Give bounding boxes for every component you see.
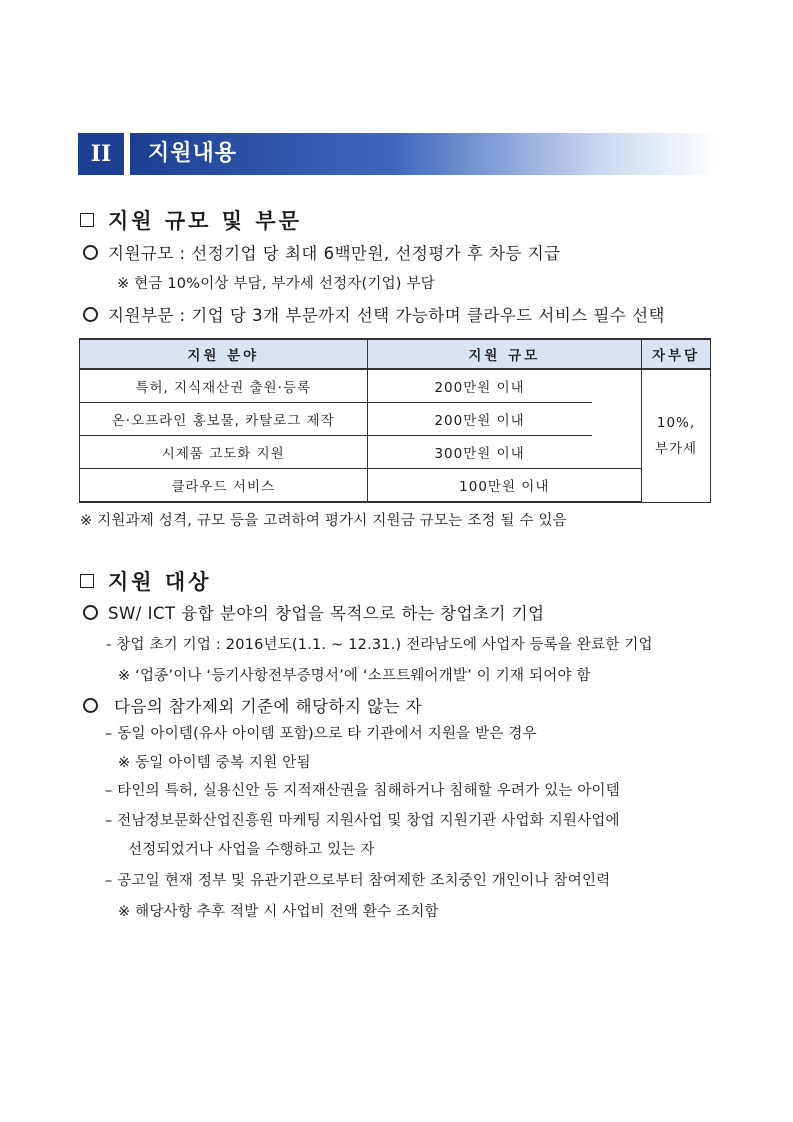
- scale-item-1: [83, 240, 561, 264]
- target-item-1-sub: - 창업 초기 기업 : 2016년도(1.1. ~ 12.31.) 전라남도에 사업자 등록을 완료한 기업: [106, 637, 653, 653]
- checkbox-square-icon: [80, 213, 94, 227]
- exclusion-4: – 공고일 현재 정부 및 유관기관으로부터 참여제한 조치중인 개인이나 참여인력: [105, 873, 611, 889]
- exclusion-3-line-2: 선정되었거나 사업을 수행하고 있는 자: [128, 842, 375, 858]
- table-note: ※ 지원과제 성격, 규모 등을 고려하여 평가시 지원금 규모는 조정 될 수 있음: [80, 513, 567, 529]
- self-pay-vat: 부가세: [654, 440, 698, 457]
- circle-bullet-icon: [83, 605, 98, 620]
- table-cell-field: 온·오프라인 홍보물, 카탈로그 제작: [80, 403, 368, 436]
- header-field: 지원 분야: [80, 339, 368, 369]
- exclusion-1-note: ※ 동일 아이템 중복 지원 안됨: [118, 755, 311, 771]
- scale-item-2: [83, 302, 665, 326]
- section-title: 지원내용: [148, 141, 238, 166]
- support-table: [79, 338, 711, 503]
- section-banner: [78, 133, 718, 175]
- header-self-pay: 자부담: [642, 339, 711, 369]
- table-cell-amount: 200만원 이내: [367, 403, 592, 436]
- exclusion-4-note: ※ 해당사항 추후 적발 시 사업비 전액 환수 조치함: [118, 904, 439, 920]
- checkbox-square-icon: [80, 574, 94, 588]
- scale-note-1: ※ 현금 10%이상 부담, 부가세 선정자(기업) 부담: [117, 276, 435, 292]
- header-amount: 지원 규모: [367, 339, 642, 369]
- table-cell-field: 시제품 고도화 지원: [80, 436, 368, 469]
- target-item-2: [83, 693, 422, 717]
- target-heading-text: 지원 대상: [108, 570, 212, 594]
- circle-bullet-icon: [83, 698, 98, 713]
- table-cell-amount: 300만원 이내: [367, 436, 592, 469]
- table-cell-amount: 200만원 이내: [367, 369, 592, 403]
- scale-item-2-text: 지원부문 : 기업 당 3개 부문까지 선택 가능하며 클라우드 서비스 필수 선택: [108, 306, 665, 325]
- table-row: [80, 469, 711, 503]
- self-pay-rate: 10%,: [656, 414, 696, 431]
- scale-item-1-text: 지원규모 : 선정기업 당 최대 6백만원, 선정평가 후 차등 지급: [108, 244, 561, 263]
- table-cell-blank: [592, 369, 642, 469]
- section-number: II: [78, 133, 124, 175]
- table-cell-field: 클라우드 서비스: [80, 469, 368, 503]
- scale-heading: [80, 205, 302, 235]
- exclusion-3-line-1: – 전남정보문화산업진흥원 마케팅 지원사업 및 창업 지원기관 사업화 지원사업에: [105, 813, 620, 829]
- table-cell-field: 특허, 지식재산권 출원·등록: [80, 369, 368, 403]
- target-item-1-text: SW/ ICT 융합 분야의 창업을 목적으로 하는 창업초기 기업: [108, 604, 545, 623]
- scale-heading-text: 지원 규모 및 부문: [108, 209, 302, 233]
- table-cell-self-pay: [642, 369, 711, 502]
- target-item-1-note: ※ ‘업종’이나 ‘등기사항전부증명서’에 ‘소프트웨어개발’ 이 기재 되어야 함: [118, 668, 591, 684]
- table-cell-amount: 100만원 이내: [367, 469, 642, 503]
- target-heading: [80, 566, 211, 596]
- exclusion-1: – 동일 아이템(유사 아이템 포함)으로 타 기관에서 지원을 받은 경우: [105, 726, 537, 742]
- exclusion-2: – 타인의 특허, 실용신안 등 지적재산권을 침해하거나 침해할 우려가 있는 아이템: [105, 783, 620, 799]
- circle-bullet-icon: [83, 307, 98, 322]
- table-header-row: [80, 339, 711, 369]
- table-row: [80, 369, 711, 403]
- target-item-1: [83, 600, 545, 624]
- circle-bullet-icon: [83, 245, 98, 260]
- target-item-2-text: 다음의 참가제외 기준에 해당하지 않는 자: [114, 697, 423, 716]
